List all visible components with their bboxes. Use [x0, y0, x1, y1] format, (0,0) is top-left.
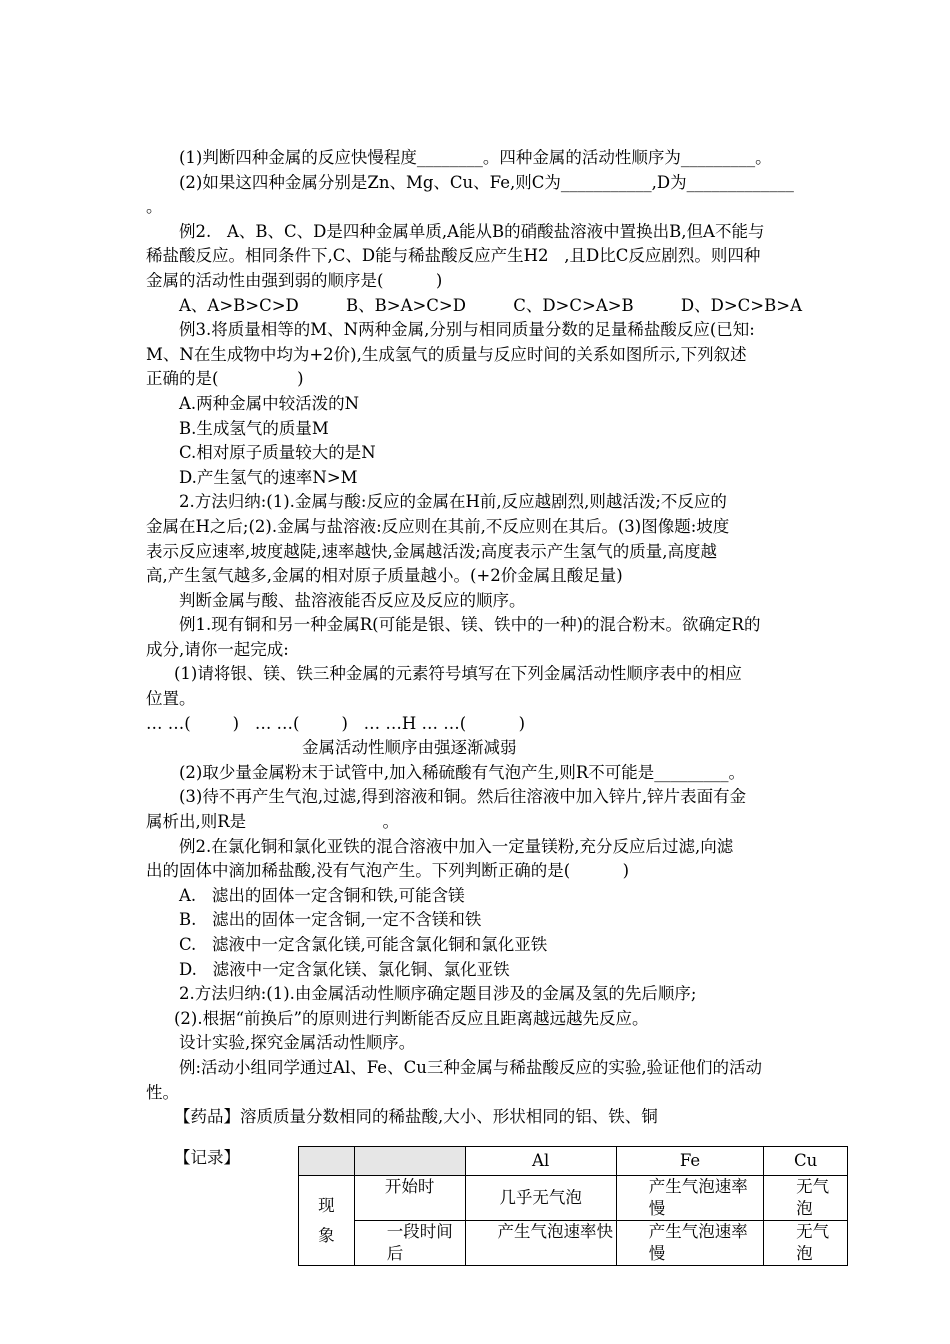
text-line: A、A>B>C>D B、B>A>C>D C、D>C>A>B D、D>C>B>A	[179, 295, 802, 315]
header-cu: Cu	[764, 1147, 848, 1176]
table-header-row	[299, 1147, 848, 1176]
text-line: 金属活动性顺序由强逐渐减弱	[302, 738, 517, 758]
text-line: C. 滤液中一定含氯化镁,可能含氯化铜和氯化亚铁	[179, 935, 548, 954]
record-table	[298, 1146, 848, 1266]
text-line: 例:活动小组同学通过Al、Fe、Cu三种金属与稀盐酸反应的实验,验证他们的活动	[179, 1057, 763, 1077]
text-line: 例2.在氯化铜和氯化亚铁的混合溶液中加入一定量镁粉,充分反应后过滤,向滤	[179, 836, 734, 856]
table-row	[299, 1176, 848, 1221]
header-al: Al	[465, 1147, 616, 1176]
text-line: (1)请将银、镁、铁三种金属的元素符号填写在下列金属活动性顺序表中的相应	[174, 664, 742, 684]
cell-al: 几乎无气泡	[465, 1176, 616, 1221]
text-line: M、N在生成物中均为+2价),生成氢气的质量与反应时间的关系如图所示,下列叙述	[146, 344, 747, 364]
header-fe: Fe	[616, 1147, 763, 1176]
text-line: 稀盐酸反应。相同条件下,C、D能与稀盐酸反应产生H2 ,且D比C反应剧烈。则四种	[146, 246, 761, 266]
row-group-label	[299, 1176, 355, 1266]
text-line: 【药品】溶质质量分数相同的稀盐酸,大小、形状相同的铝、铁、铜	[174, 1107, 658, 1127]
text-line: A.两种金属中较活泼的N	[179, 393, 360, 413]
row-label: 一段时间后	[354, 1221, 465, 1266]
record-label: 【记录】	[174, 1148, 240, 1167]
text-line: 例1.现有铜和另一种金属R(可能是银、镁、铁中的一种)的混合粉末。欲确定R的	[179, 615, 761, 635]
text-line: 属析出,则R是 。	[146, 812, 400, 832]
text-line: 例2. A、B、C、D是四种金属单质,A能从B的硝酸盐溶液中置换出B,但A不能与	[179, 221, 765, 241]
table-row	[299, 1221, 848, 1266]
text-line: 金属的活动性由强到弱的顺序是( )	[146, 270, 443, 290]
text-line: (2)如果这四种金属分别是Zn、Mg、Cu、Fe,则C为___________,D为_____________	[179, 172, 794, 192]
text-line: D. 滤液中一定含氯化镁、氯化铜、氯化亚铁	[179, 959, 510, 979]
text-line: 2.方法归纳:(1).金属与酸:反应的金属在H前,反应越剧烈,则越活泼;不反应的	[179, 492, 727, 512]
row-label: 开始时	[354, 1176, 465, 1221]
text-line: 金属在H之后;(2).金属与盐溶液:反应则在其前,不反应则在其后。(3)图像题:坡度	[146, 516, 730, 536]
cell-cu: 无气泡	[764, 1176, 848, 1221]
text-line: 判断金属与酸、盐溶液能否反应及反应的顺序。	[179, 590, 526, 610]
text-line: 表示反应速率,坡度越陡,速率越快,金属越活泼;高度表示产生氢气的质量,高度越	[146, 541, 718, 561]
text-line: (2).根据“前换后”的原则进行判断能否反应且距离越远越先反应。	[174, 1008, 649, 1028]
text-line: D.产生氢气的速率N>M	[179, 467, 358, 487]
cell-al: 产生气泡速率快	[465, 1221, 616, 1266]
header-blank-1	[299, 1147, 355, 1176]
text-line: B. 滤出的固体一定含铜,一定不含镁和铁	[179, 910, 482, 930]
text-line: (3)待不再产生气泡,过滤,得到溶液和铜。然后往溶液中加入锌片,锌片表面有金	[179, 787, 747, 807]
text-line: (2)取少量金属粉末于试管中,加入稀硫酸有气泡产生,则R不可能是_________。	[179, 762, 746, 782]
text-line: 。	[146, 197, 163, 217]
text-line: (1)判断四种金属的反应快慢程度________。四种金属的活动性顺序为_________。	[179, 148, 772, 167]
text-line: C.相对原子质量较大的是N	[179, 443, 376, 463]
text-line: 位置。	[146, 689, 196, 709]
document-body	[146, 146, 852, 1130]
text-line: A. 滤出的固体一定含铜和铁,可能含镁	[179, 885, 465, 905]
text-line: … …( ) … …( ) … …H … …( )	[146, 713, 526, 733]
text-line: 2.方法归纳:(1).由金属活动性顺序确定题目涉及的金属及氢的先后顺序;	[179, 984, 697, 1004]
text-line: 正确的是( )	[146, 369, 304, 389]
header-blank-2	[354, 1147, 465, 1176]
text-line: 成分,请你一起完成:	[146, 639, 289, 659]
text-line: B.生成氢气的质量M	[179, 418, 329, 438]
cell-cu: 无气泡	[764, 1221, 848, 1266]
text-line: 性。	[146, 1082, 179, 1102]
text-line: 出的固体中滴加稀盐酸,没有气泡产生。下列判断正确的是( )	[146, 861, 630, 881]
text-line: 例3.将质量相等的M、N两种金属,分别与相同质量分数的足量稀盐酸反应(已知:	[179, 320, 755, 340]
cell-fe: 产生气泡速率慢	[616, 1221, 763, 1266]
text-line: 高,产生氢气越多,金属的相对原子质量越小。(+2价金属且酸足量)	[146, 566, 623, 586]
cell-fe: 产生气泡速率慢	[616, 1176, 763, 1221]
row-group-text: 现象	[318, 1195, 335, 1245]
text-line: 设计实验,探究金属活动性顺序。	[179, 1033, 416, 1053]
